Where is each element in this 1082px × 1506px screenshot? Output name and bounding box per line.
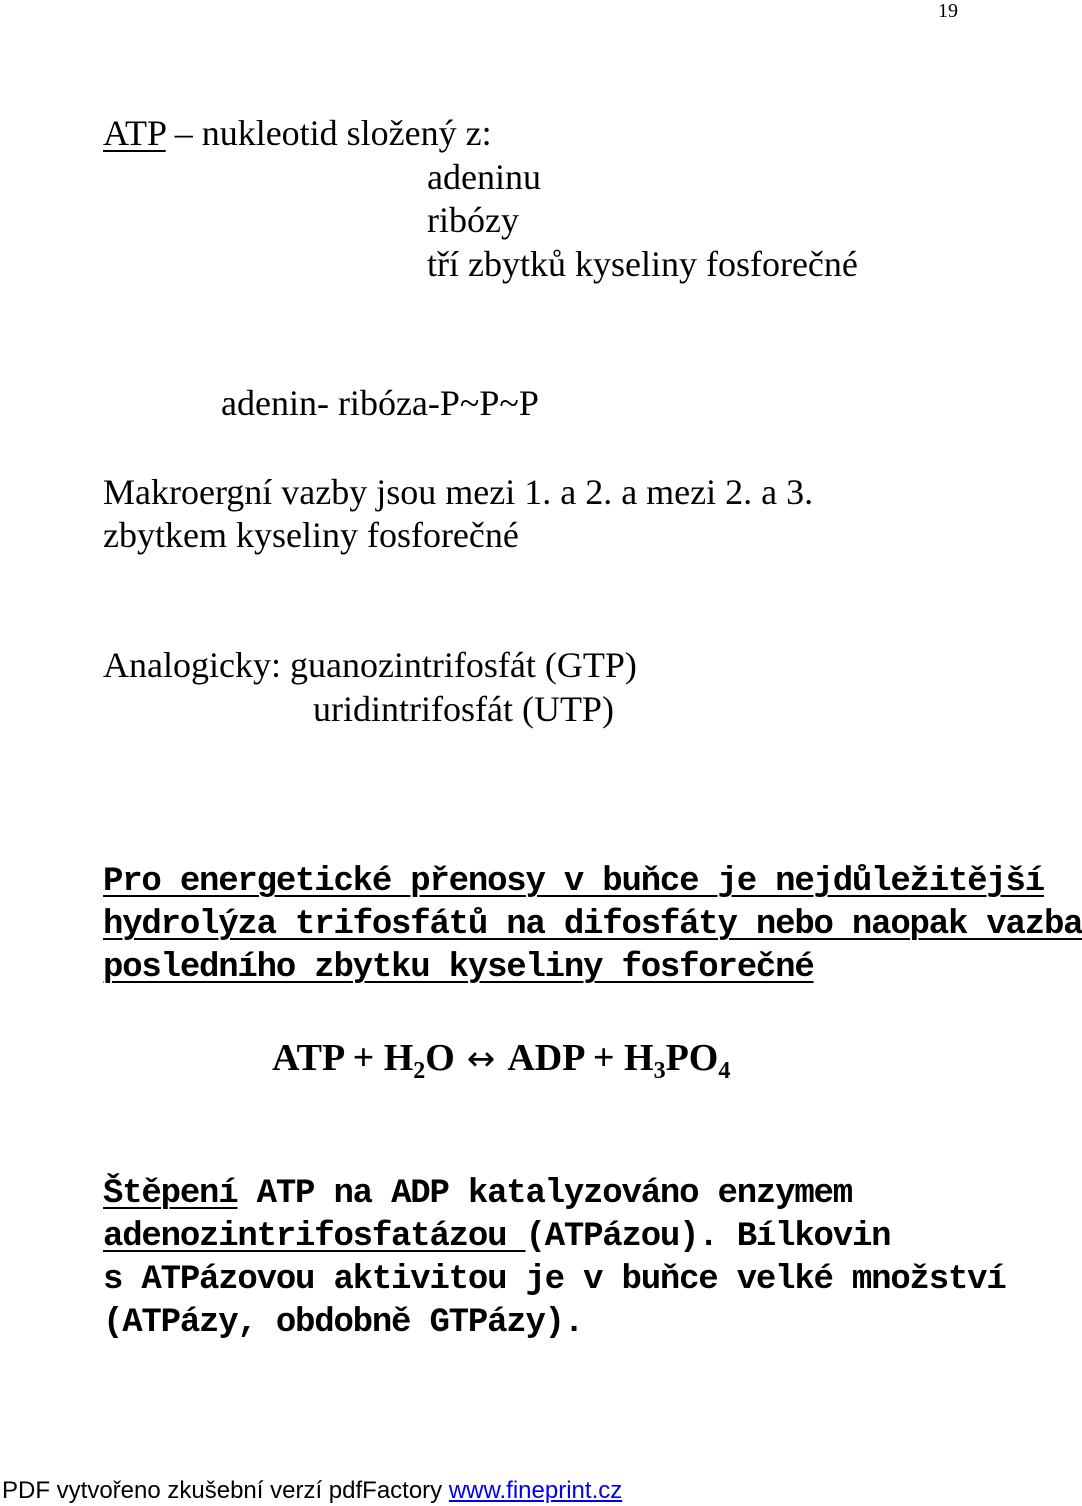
analog-utp: uridintrifosfát (UTP) (313, 689, 614, 729)
eq-right-1: ADP + H (507, 1037, 654, 1079)
eq-left-sub: 2 (413, 1058, 426, 1084)
cleavage-line-1 (103, 1172, 852, 1216)
bonds-line-1: Makroergní vazby jsou mezi 1. a 2. a mezi 2. a 3. (103, 472, 814, 512)
atp-formula: adenin- ribóza-P~P~P (221, 383, 539, 423)
component-ribose: ribózy (427, 200, 519, 240)
hydrolysis-equation (272, 1036, 730, 1085)
transfer-line-1: Pro energetické přenosy v buňce je nejdůležitější (103, 863, 1044, 901)
atp-heading-rest: – nukleotid složený z: (165, 113, 492, 153)
footer-text: PDF vytvořeno zkušební verzí pdfFactory (2, 1477, 449, 1504)
pdf-footer (0, 1476, 622, 1506)
atp-title: ATP (103, 113, 166, 153)
footer-link[interactable]: www.fineprint.cz (448, 1477, 623, 1504)
cleavage-line-2 (103, 1215, 890, 1259)
eq-left-1: ATP + H (272, 1037, 414, 1079)
cleavage-term: Štěpení (103, 1175, 238, 1213)
page-number: 19 (938, 0, 958, 22)
analog-gtp: guanozintrifosfát (GTP) (289, 645, 637, 685)
component-phosphate: tří zbytků kyseliny fosforečné (427, 244, 858, 284)
cleavage-line-4: (ATPázy, obdobně GTPázy). (103, 1304, 584, 1342)
analog-label: Analogicky: (103, 645, 290, 685)
eq-left-2: O (425, 1037, 455, 1079)
transfer-line-3: posledního zbytku kyseliny fosforečné (103, 949, 814, 987)
component-adenine: adeninu (427, 157, 541, 197)
eq-right-sub-2: 4 (718, 1058, 731, 1084)
eq-right-sub-1: 3 (653, 1058, 666, 1084)
cleavage-line-1-rest: ATP na ADP katalyzováno enzymem (237, 1175, 852, 1213)
bonds-line-2: zbytkem kyseliny fosforečné (103, 515, 519, 555)
eq-right-2: PO (665, 1037, 719, 1079)
double-arrow-icon: ↔ (466, 1039, 496, 1079)
enzyme-term: adenozintrifosfatázou (103, 1218, 526, 1256)
cleavage-line-2-rest: (ATPázou). Bílkovin (525, 1218, 891, 1256)
cleavage-line-3: s ATPázovou aktivitou je v buňce velké množství (103, 1261, 1006, 1299)
atp-heading (103, 112, 492, 154)
transfer-line-2: hydrolýza trifosfátů na difosfáty nebo naopak vazba (103, 906, 1082, 944)
analog-line-1 (103, 644, 637, 686)
